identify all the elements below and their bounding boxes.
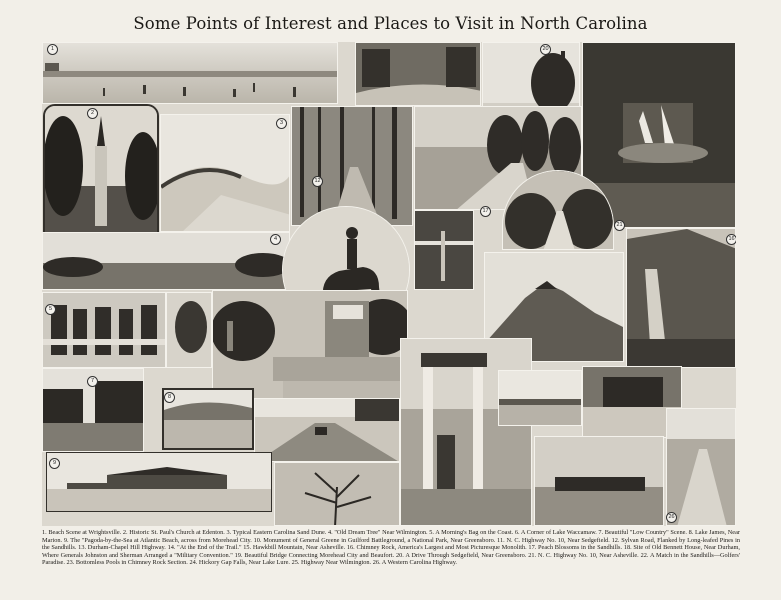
photo-bottomless-pools: [534, 436, 664, 526]
page-title: Some Points of Interest and Places to Visit in North Carolina: [133, 14, 648, 33]
photo-highway-wilmington: [666, 408, 736, 526]
photo-number-badge: 8: [164, 392, 175, 403]
photo-number-badge: 2: [87, 108, 98, 119]
photo-sand-dune: [160, 114, 290, 232]
photo-beach-scene: [42, 42, 338, 104]
photo-number-badge: 17: [480, 206, 491, 217]
photo-peach-blossoms: [414, 210, 474, 290]
photo-number-badge: 12: [312, 176, 323, 187]
photo-mornings-bag: [42, 292, 166, 368]
photo-number-badge: 7: [87, 376, 98, 387]
photo-pagoda-by-the-sea: [46, 452, 272, 512]
photo-number-badge: 3: [276, 118, 287, 129]
caption-list: 1. Beach Scene at Wrightsville. 2. Historic St. Paul's Church at Edenton. 3. Typical Eastern Carolina Sand Dune. 4. "Old Dream Tree" Near Wilmington. 5. A Morning's Bag on the Coast. 6. A Corner of Lake Waccamaw. 7. Beautiful "Low Country" Scene. 8. Lake James, Near Marion. 9. The "Pagoda-by-the-Sea at Atlantic Beach, across from Morehead City. 10. Monument of General Greene in Guilford Battleground, a National Park, Near Greensboro. 11. N. C. Highway No. 10, Near Sedgefield. 12. Sylvan Road, Flanked by Long-leafed Pines in the Sandhills. 13. Durham-Chapel Hill Highway. 14. "At the End of the Trail." 15. Hawkbill Mountain, Near Asheville. 16. Chimney Rock, America's Largest and Most Picturesque Monolith. 17. Peach Blossoms in the Sandhills. 18. Site of Old Bennett House, Near Durham, Where Generals Johnston and Sherman Arranged a "Military Convention." 19. Beautiful Bridge Connecting Morehead City and Beaufort. 20. A Drive Through Sedgefield, Near Greensboro. 21. N. C. Highway No. 10, Near Asheville. 22. A Match in the Sandhills—Golfers' Paradise. 23. Bottomless Pools in Chimney Rock Section. 24. Hickory Gap Falls, Near Lake Lure. 25. Highway Near Wilmington. 26. A Western Carolina Highway.: [42, 529, 740, 567]
photo-number-badge: 4: [270, 234, 281, 245]
photo-highway-10: [355, 42, 481, 106]
photo-durham-highway: [166, 292, 212, 368]
photo-number-badge: 16: [726, 234, 736, 245]
photo-collage: [42, 42, 736, 526]
photo-number-badge: 21: [614, 220, 625, 231]
photo-chimney-rock: [626, 228, 736, 368]
photo-number-badge: 1: [47, 44, 58, 55]
photo-number-badge: 20: [540, 44, 551, 55]
photo-lake-james: [162, 388, 254, 450]
photo-old-dream-tree: [42, 232, 290, 290]
photo-bridge-morehead: [498, 370, 582, 426]
photo-number-badge: 5: [45, 304, 56, 315]
photo-greene-monument: [212, 290, 408, 400]
photo-number-badge: 26: [666, 512, 677, 523]
photo-bennett-house-site: [400, 338, 532, 526]
photo-number-badge: 9: [49, 458, 60, 469]
photo-western-highway: [274, 462, 400, 526]
photo-road-with-car: [254, 398, 400, 462]
